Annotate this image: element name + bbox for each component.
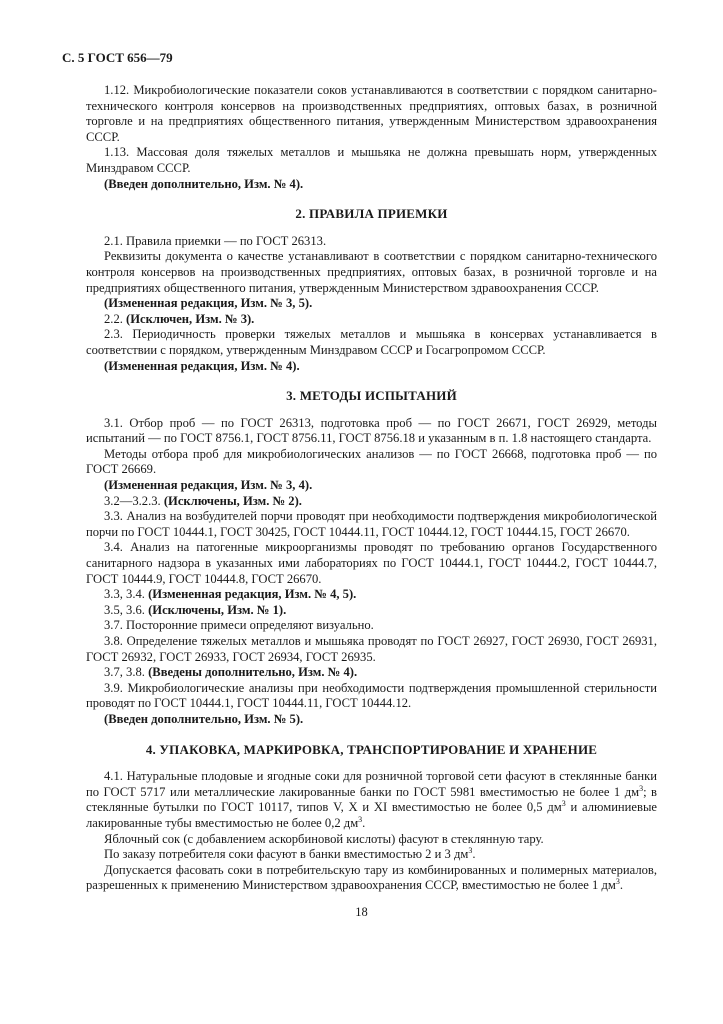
clause-3-2: 3.2—3.2.3. (Исключены, Изм. № 2). <box>104 493 302 508</box>
section-heading-3: 3. МЕТОДЫ ИСПЫТАНИЙ <box>286 388 457 404</box>
clause-3-7: 3.7. Посторонние примеси определяют визуально. <box>104 618 374 633</box>
amendment-note: (Введен дополнительно, Изм. № 5). <box>104 711 304 726</box>
clause-3-4: 3.4. Анализ на патогенные микроорганизмы проводят по требованию органов Государственного санитарного надзора в указанных ими лабораториях по ГОСТ 10444.1, ГОСТ 10444.2, ГОСТ 10444.7, ГОСТ 10444.9, ГОСТ 10444.8, ГОСТ 26670. <box>86 540 657 586</box>
clause-1-12: 1.12. Микробиологические показатели соков устанавливаются в соответствии с порядком санитарно-технического контроля консервов на производственных предприятиях, оптовых базах, в розничной торговле и на предприятиях общественного питания, утвержденным Министерством здравоохранения СССР. <box>86 83 657 144</box>
amendment-note: (Измененная редакция, Изм. № 3, 5). <box>104 296 313 311</box>
section-heading-2: 2. ПРАВИЛА ПРИЕМКИ <box>295 206 448 222</box>
clause-3-8: 3.8. Определение тяжелых металлов и мышьяка проводят по ГОСТ 26927, ГОСТ 26930, ГОСТ 26931, ГОСТ 26932, ГОСТ 26933, ГОСТ 26934, ГОСТ 26935. <box>86 634 657 664</box>
amendment-note: (Введен дополнительно, Изм. № 4). <box>104 176 304 191</box>
clause-2-1: 2.1. Правила приемки — по ГОСТ 26313. <box>104 233 327 248</box>
clause-2-2: 2.2. (Исключен, Изм. № 3). <box>104 311 255 326</box>
clause-2-1-details: Реквизиты документа о качестве устанавливают в соответствии с порядком санитарно-технического контроля консервов на производственных предприятиях, оптовых базах, в розничной торговле и на предприятиях общественного питания, утвержденным Министерством здравоохранения СССР. <box>86 249 657 295</box>
clause-4-1-customer-order: По заказу потребителя соки фасуют в банки вместимостью 2 и 3 $дм^3$. <box>104 846 476 862</box>
clause-3-1: 3.1. Отбор проб — по ГОСТ 26313, подготовка проб — по ГОСТ 26671, ГОСТ 26929, методы испытаний — по ГОСТ 8756.1, ГОСТ 8756.11, ГОСТ 8756.18 и указанным в п. 1.8 настоящего стандарта. <box>86 415 657 446</box>
clause-3-3: 3.3. Анализ на возбудителей порчи проводят при необходимости подтверждения микробиологической порчи по ГОСТ 10444.1, ГОСТ 30425, ГОСТ 10444.11, ГОСТ 10444.12, ГОСТ 10444.15, ГОСТ 26670. <box>86 509 657 539</box>
document-body <box>86 83 657 894</box>
clause-3-5-3-6: 3.5, 3.6. (Исключены, Изм. № 1). <box>104 602 287 617</box>
clause-4-1-packaging: Допускается фасовать соки в потребительскую тару из комбинированных и полимерных материалов, разрешенных к применению Министерством здравоохранения СССР, вместимостью не более 1 $дм^3$. <box>86 862 657 893</box>
page-header: С. 5 ГОСТ 656—79 <box>62 50 173 65</box>
clause-2-3: 2.3. Периодичность проверки тяжелых металлов и мышьяка в консервах устанавливается в соответствии с порядком, утвержденным Минздравом СССР и Госагропромом СССР. <box>86 327 657 357</box>
page-number: 18 <box>355 905 368 919</box>
clause-3-9: 3.9. Микробиологические анализы при необходимости подтверждения промышленной стерильности проводят по ГОСТ 10444.1, ГОСТ 10444.11, ГОСТ 10444.12. <box>86 680 657 711</box>
clause-3-7-3-8-note: 3.7, 3.8. (Введены дополнительно, Изм. № 4). <box>104 665 358 680</box>
amendment-note: (Измененная редакция, Изм. № 4). <box>104 358 300 373</box>
clause-4-1: 4.1. Натуральные плодовые и ягодные соки для розничной торговой сети фасуют в стеклянные банки по ГОСТ 5717 или металлические лакированные банки по ГОСТ 5981 вместимостью не более 1 $дм^3$; в стеклянные бутылки по ГОСТ 10117, типов V, X и XI вместимостью не более 0,5 $дм^3$ и алюминиевые лакированные тубы вместимостью не более 0,2 $дм^3$. <box>86 769 658 830</box>
clause-1-13: 1.13. Массовая доля тяжелых металлов и мышьяка не должна превышать норм, утвержденных Минздравом СССР. <box>86 145 657 175</box>
section-heading-4: 4. УПАКОВКА, МАРКИРОВКА, ТРАНСПОРТИРОВАНИЕ И ХРАНЕНИЕ <box>145 741 598 757</box>
clause-4-1-apple-juice: Яблочный сок (с добавлением аскорбиновой кислоты) фасуют в стеклянную тару. <box>104 831 544 846</box>
clause-3-3-3-4-note: 3.3, 3.4. (Измененная редакция, Изм. № 4, 5). <box>104 587 357 602</box>
clause-3-1-sampling: Методы отбора проб для микробиологических анализов — по ГОСТ 26668, подготовка проб — по ГОСТ 26669. <box>86 446 657 477</box>
amendment-note: (Измененная редакция, Изм. № 3, 4). <box>104 478 313 493</box>
